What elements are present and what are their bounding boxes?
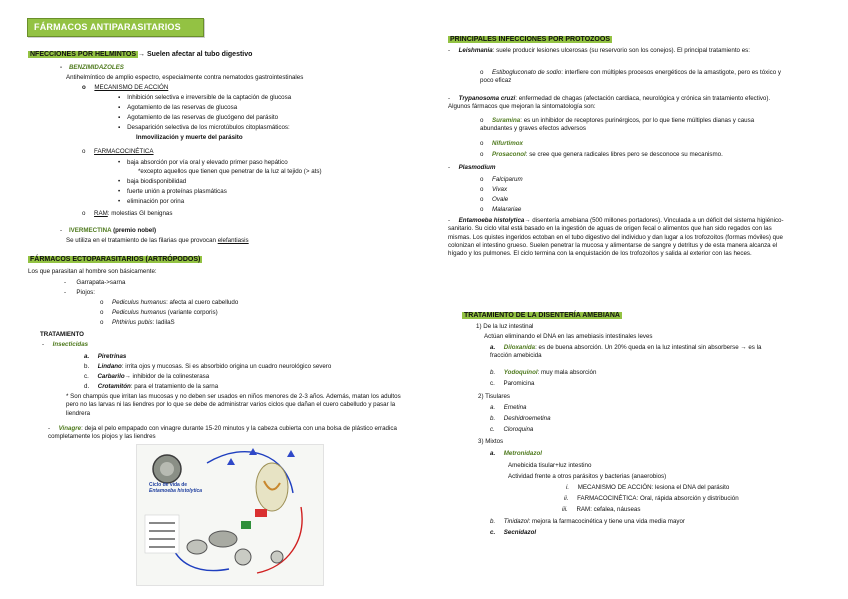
mixed-heading: 3) Mixtos — [478, 438, 504, 445]
entamoeba-label: Entamoeba histolytica — [458, 217, 525, 224]
mechanism-heading: o MECANISMO DE ACCIÓN — [82, 84, 169, 91]
plasmodium-species: o Ovale — [480, 196, 509, 203]
metronidazole-line: Amebicida tisular+luz intestino — [508, 462, 592, 469]
luminal-drug: c. Paromicina — [490, 380, 535, 387]
benzimidazoles-description: Antihelmíntico de amplio espectro, especialmente contra nematodos gastrointestinales — [66, 74, 304, 81]
insecticide-item: d. Crotamitón: para el tratamiento de la sarna — [84, 383, 219, 390]
trypanosoma-drug: o Suramina: es un inhibidor de receptores purinérgicos, por lo que tiene múltiples dianas y causa abundantes y graves efectos adversos — [480, 117, 755, 133]
life-cycle-diagram — [136, 444, 324, 586]
leishmania-label: Leishmania — [458, 47, 493, 54]
ectoparasites-heading — [28, 256, 202, 264]
tissue-heading: 2) Tisulares — [478, 393, 510, 400]
stage-marker — [255, 509, 267, 517]
diagram-title: Ciclo de vida de — [149, 482, 188, 488]
insecticide-item: b. Lindano: irrita ojos y mucosas. Si es absorbido origina un cuadro neurológico severo — [84, 363, 332, 370]
leishmania-item: - Leishmania: suele producir lesiones ulcerosas (su reservorio son los conejos). El principal tratamiento es: — [448, 47, 750, 54]
pharmacokinetics-label: FARMACOCINÉTICA — [94, 148, 154, 155]
trypanosoma-label: Trypanosoma cruzi — [458, 95, 516, 102]
document-title-box — [27, 18, 204, 37]
ectoparasite-item: - Piojos: — [64, 289, 95, 296]
luminal-drug: b. Yodoquinol: muy mala absorción — [490, 369, 597, 376]
louse-species: o Pediculus humanus: afecta al cuero cabelludo — [100, 299, 239, 306]
plasmodium-species: o Malarariae — [480, 206, 522, 213]
trophozoite-image — [187, 540, 207, 554]
ram-label: RAM — [94, 210, 108, 217]
ram-text: : molestias GI benignas — [107, 210, 173, 217]
ram-line: o RAM: molestias GI benignas — [82, 210, 173, 217]
pharmacokinetics-item: • eliminación por orina — [118, 198, 185, 205]
luminal-drug: a. Diloxanida: es de buena absorción. Un 20% queda en la luz intestinal sin absorberse → es la fracción amebicida — [490, 344, 762, 360]
benzimidazoles-label: BENZIMIDAZOLES — [68, 64, 124, 71]
insecticides-label: Insecticidas — [52, 341, 89, 348]
treatment-heading: TRATAMIENTO — [40, 331, 84, 338]
luminal-description: Actúan eliminando el DNA en las amebiasis intestinales leves — [484, 333, 653, 340]
ivermectin-note: (premio nobel) — [111, 227, 157, 234]
elefantiasis-term: elefantiasis — [217, 237, 249, 244]
ectoparasite-item: - Garrapata->sarna — [64, 279, 126, 286]
insecticides-heading: - Insecticidas — [42, 341, 89, 348]
louse-species: o Pediculus humanus (variante corporis) — [100, 309, 218, 316]
pharmacokinetics-item: • baja absorción por vía oral y elevado primer paso hepático — [118, 159, 288, 166]
tinidazole-item: b. Tinidazol: mejora la farmacocinética y tiene una vida media mayor — [490, 518, 685, 525]
trypanosoma-drug: o Prosaconol: se cree que genera radicales libres pero se desconoce su mecanismo. — [480, 151, 723, 158]
mechanism-item: ▪ Agotamiento de las reservas de glucosa — [118, 104, 238, 111]
tissue-drug: a. Emetina — [490, 404, 527, 411]
mechanism-item: ▪ Inhibición selectiva e irreversible de la captación de glucosa — [118, 94, 292, 101]
entamoeba-text: → disentería amebiana (500 millones portadores). Vinculada a un déficit del sistema higiénico-sanitario. Su ciclo vital está basado en la ingestión de aguas de origen fecal o alimentos que han sido regados con las mismas. Los quistes ingeridos ectoban en el tubo digestivo del individuo y dan lugar a los trofozoítos (formas móviles) que colonizan el intestino grueso. Suelen penetrar la mucosa y alimentarse de sangre y detritus y de esta manera alcanza el hígado y los pulmones. El ciclo termina con la enquistación de los trofozoítos y salida al exterior con las heces. — [448, 217, 784, 258]
document-title: FÁRMACOS ANTIPARASITARIOS — [34, 22, 181, 32]
helminths-heading-rest: Suelen afectar al tubo digestivo — [145, 51, 253, 58]
human-body-outline — [256, 463, 288, 511]
ivermectin-heading: - IVERMECTINA (premio nobel) — [60, 227, 157, 234]
metronidazole-subitem: ii. FARMACOCINÉTICA: Oral, rápida absorción y distribución — [564, 495, 739, 502]
vinegar-text: : deja el pelo empapado con vinagre durante 15-20 minutos y la cabeza cubierta con una bolsa de plástico erradica completamente los piojos y las liendres — [48, 425, 397, 441]
metronidazole-heading: a. Metronidazol — [490, 450, 542, 457]
trypanosoma-item: - Trypanosoma cruzi: enfermedad de chagas (afectación cardiaca, neurológica y crónica sin tratamiento efectivo). Algunos fármacos que mejoran la sintomatología son: — [448, 95, 771, 111]
leishmania-text: : suele producir lesiones ulcerosas (su reservorio son los conejos). El principal tratamiento es: — [492, 47, 750, 54]
cyst-image — [271, 551, 283, 563]
pharmacokinetics-note: *excepto aquellos que tienen que penetrar de la luz al tejido (> ats) — [138, 168, 322, 175]
insecticide-item: c. Carbarilo→ inhibidor de la colinesterasa — [84, 373, 210, 380]
ivermectin-label: IVERMECTINA — [68, 227, 112, 234]
trypanosoma-text: : enfermedad de chagas (afectación cardiaca, neurológica y crónica sin tratamiento efectivo). Algunos fármacos que mejoran la sintomatología son: — [448, 95, 771, 111]
vinegar-item: - Vinagre: deja el pelo empapado con vinagre durante 15-20 minutos y la cabeza cubierta con una bolsa de plástico erradica completamente los piojos y las liendres — [48, 425, 397, 441]
trophozoite-image — [209, 531, 237, 547]
trypanosoma-drug: o Nifurtimox — [480, 140, 523, 147]
tissue-drug: b. Deshidroemetina — [490, 415, 551, 422]
plasmodium-label: Plasmodium — [458, 164, 496, 171]
protozoa-heading-label: PRINCIPALES INFECCIONES POR PROTOZOOS — [450, 36, 610, 43]
protozoa-heading — [448, 36, 612, 44]
pharmacokinetics-item: • fuerte unión a proteínas plasmáticas — [118, 188, 227, 195]
dysentery-heading — [462, 312, 622, 320]
stage-marker — [241, 521, 251, 529]
mechanism-item: ▪ Desaparición selectiva de los microtúbulos citoplasmáticos: — [118, 124, 290, 131]
plasmodium-item: - Plasmodium — [448, 164, 496, 171]
cyst-nucleus — [160, 462, 174, 476]
plasmodium-species: o Falciparum — [480, 176, 523, 183]
ectoparasites-description: Los que parasitan al hombre son básicamente: — [28, 268, 157, 275]
mechanism-label: MECANISMO DE ACCIÓN — [94, 84, 169, 91]
insecticide-item: a. Piretrinas — [84, 353, 127, 360]
louse-species: o Phthirius pubis: ladilaS — [100, 319, 175, 326]
entamoeba-item: - Entamoeba histolytica→ disentería amebiana (500 millones portadores). Vinculada a un déficit del sistema higiénico-sanitario. Su ciclo vital está basado en la ingestión de aguas de origen fecal o alimentos que han sido regados con las mismas. Los quistes ingeridos ectoban en el tubo digestivo del individuo y dan lugar a los trofozoítos (formas móviles) que colonizan el intestino grueso. Suelen penetrar la mucosa y alimentarse de sangre y detritus y de esta manera alcanza el hígado y los pulmones. El ciclo termina con la enquistación de los trofozoítos y salida al exterior con las heces. — [448, 217, 784, 258]
life-cycle-illustration — [137, 445, 323, 585]
mechanism-bold-result: Inmovilización y muerte del parásito — [136, 134, 243, 141]
mechanism-item: ▪ Agotamiento de las reservas de glucógeno del parásito — [118, 114, 279, 121]
metronidazole-label: Metronidazol — [503, 450, 542, 457]
ectoparasites-heading-label: FÁRMACOS ECTOPARASITARIOS (ARTRÓPODOS) — [30, 256, 201, 263]
helminths-arrow: → — [138, 51, 146, 58]
benzimidazoles-heading: - BENZIMIDAZOLES — [60, 64, 124, 71]
stage-marker — [227, 458, 235, 465]
metronidazole-subitem: i. MECANISMO DE ACCIÓN: lesiona el DNA del parásito — [566, 484, 730, 491]
helminths-heading — [28, 51, 252, 59]
tissue-drug: c. Cloroquina — [490, 426, 534, 433]
cyst-image — [235, 549, 251, 565]
metronidazole-subitem: iii. RAM: cefalea, náuseas — [562, 506, 641, 513]
shampoo-note: * Son champús que irritan las mucosas y no deben ser usados en niños menores de 2-3 años. Además, matan los adultos pero no las larvas ni las liendres por lo que se debe de administrar varios ciclos que dañan el cuero cabelludo y pasar la liendrera — [66, 393, 401, 417]
secnidazole-item: c. Secnidazol — [490, 529, 537, 536]
dysentery-heading-label: TRATAMIENTO DE LA DISENTERÍA AMEBIANA — [464, 312, 620, 319]
plasmodium-species: o Vivax — [480, 186, 508, 193]
ivermectin-description: Se utiliza en el tratamiento de las filarias que provocan elefantiasis — [66, 237, 249, 244]
metronidazole-line: Actividad frente a otros parásitos y bacterias (anaerobios) — [508, 473, 667, 480]
diagram-subtitle: Entamoeba histolytica — [149, 488, 203, 494]
vinegar-label: Vinagre — [58, 425, 82, 432]
pharmacokinetics-heading: o FARMACOCINÉTICA — [82, 148, 154, 155]
luminal-heading: 1) De la luz intestinal — [476, 323, 534, 330]
helminths-heading-label: NFECCIONES POR HELMINTOS — [30, 51, 137, 58]
pharmacokinetics-item: • baja biodisponibilidad — [118, 178, 187, 185]
leishmania-treatment: o Estibogluconato de sodio: interfiere con múltiples procesos energéticos de la amastigote, pero es tóxico y poco eficaz — [480, 69, 781, 85]
stage-marker — [287, 450, 295, 457]
